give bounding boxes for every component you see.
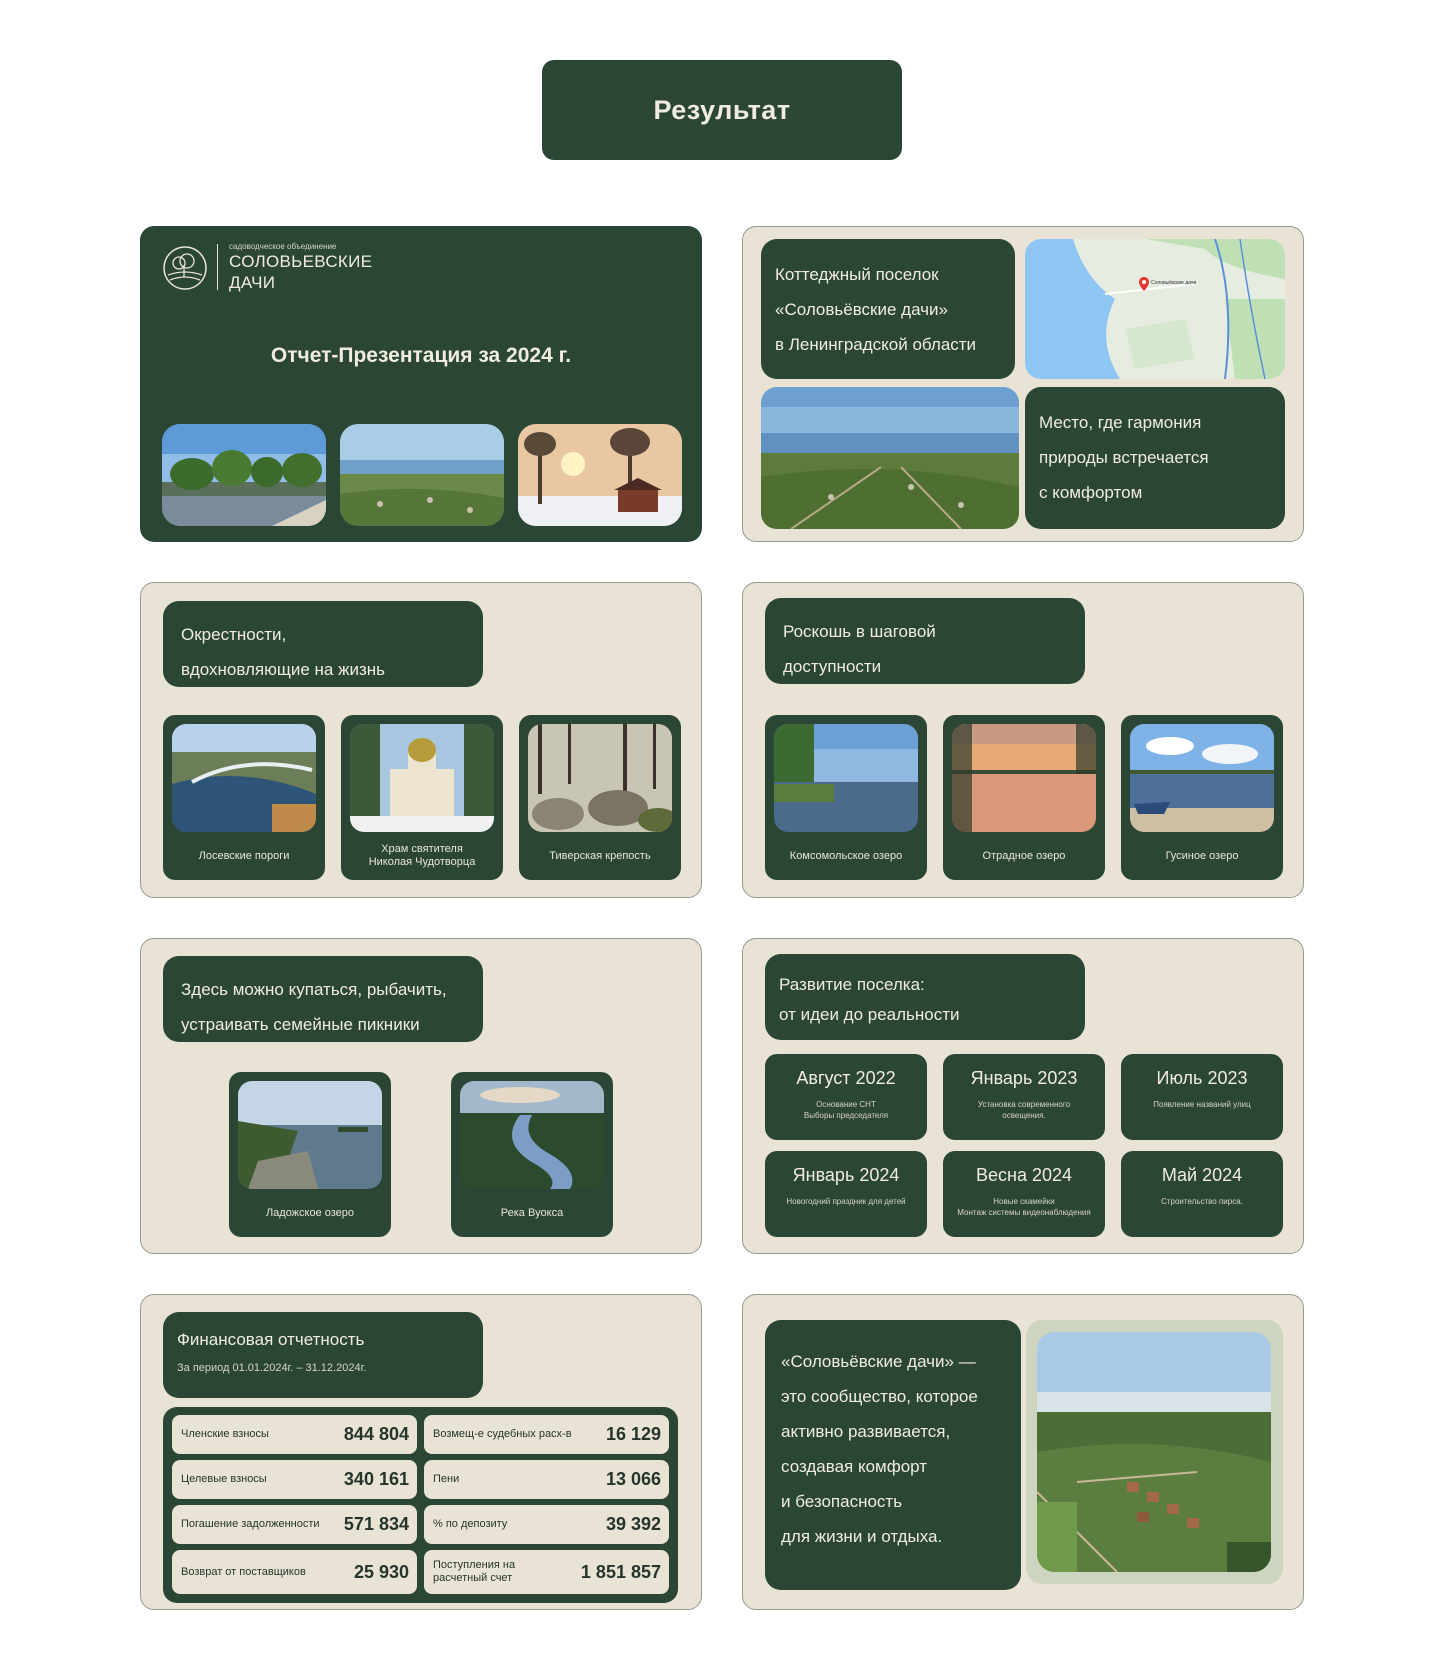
timeline-date: Январь 2024 bbox=[792, 1165, 900, 1185]
financial-row bbox=[172, 1550, 417, 1594]
financial-value: 844 804 bbox=[343, 1424, 409, 1444]
photo-aerial-lake bbox=[340, 424, 504, 526]
location-map[interactable] bbox=[1025, 239, 1285, 379]
surroundings-heading-line2: вдохновляющие на жизнь bbox=[181, 660, 386, 679]
financial-value: 1 851 857 bbox=[580, 1561, 661, 1582]
community-line3: активно развивается, bbox=[781, 1422, 951, 1441]
activities-heading-line2: устраивать семейные пикники bbox=[181, 1015, 420, 1034]
photo-aerial-village bbox=[761, 387, 1019, 529]
timeline-desc: Строительство пирса. bbox=[1161, 1197, 1243, 1206]
photo-gusinoe-lake bbox=[1130, 724, 1274, 832]
community-text-box bbox=[765, 1320, 1021, 1590]
community-line5: и безопасность bbox=[781, 1492, 903, 1511]
financial-label: Пени bbox=[433, 1473, 460, 1485]
slide-intro[interactable] bbox=[742, 226, 1304, 542]
activities-heading-line1: Здесь можно купаться, рыбачить, bbox=[181, 980, 447, 999]
financial-label: Поступления на расчетный счет bbox=[433, 1559, 516, 1584]
timeline-jan-2023[interactable] bbox=[943, 1054, 1105, 1140]
timeline-may-2024[interactable] bbox=[1121, 1151, 1283, 1237]
community-line6: для жизни и отдыха. bbox=[781, 1527, 943, 1546]
map-pin-icon bbox=[1139, 277, 1149, 291]
slide-development[interactable] bbox=[742, 938, 1304, 1254]
timeline-desc: Появление названий улиц bbox=[1153, 1100, 1251, 1109]
card-caption: Комсомольское озеро bbox=[789, 849, 903, 862]
intro-line2: «Соловьёвские дачи» bbox=[775, 300, 948, 319]
card-losevo-rapids[interactable] bbox=[163, 715, 325, 880]
photo-komsomolskoe-lake bbox=[774, 724, 918, 832]
financial-row bbox=[424, 1460, 669, 1499]
development-heading bbox=[765, 954, 1085, 1040]
motto-line1: Место, где гармония bbox=[1039, 413, 1202, 432]
lakes-heading-line1: Роскошь в шаговой bbox=[783, 622, 936, 641]
photo-winter-sunset bbox=[518, 424, 682, 526]
activities-heading bbox=[163, 956, 483, 1042]
slide-lakes[interactable] bbox=[742, 582, 1304, 898]
card-caption: Гусиное озеро bbox=[1165, 849, 1239, 862]
surroundings-heading-line1: Окрестности, bbox=[181, 625, 287, 644]
timeline-desc: Новогодний праздник для детей bbox=[786, 1197, 906, 1206]
slide-community[interactable] bbox=[742, 1294, 1304, 1610]
photo-church bbox=[350, 724, 494, 832]
timeline-jul-2023[interactable] bbox=[1121, 1054, 1283, 1140]
slide-financial-report[interactable] bbox=[140, 1294, 702, 1610]
photo-tiversk-fortress bbox=[528, 724, 672, 832]
financial-heading bbox=[163, 1312, 483, 1398]
community-line1: «Соловьёвские дачи» — bbox=[781, 1352, 976, 1371]
photo-ladoga-lake bbox=[238, 1081, 382, 1189]
financial-row bbox=[424, 1505, 669, 1544]
card-vuoksa-river[interactable] bbox=[451, 1072, 613, 1237]
card-caption: Отрадное озеро bbox=[982, 849, 1066, 862]
card-tiversk-fortress[interactable] bbox=[519, 715, 681, 880]
timeline-jan-2024[interactable] bbox=[765, 1151, 927, 1237]
financial-value: 340 161 bbox=[343, 1469, 409, 1489]
timeline-spring-2024[interactable] bbox=[943, 1151, 1105, 1237]
timeline-date: Январь 2023 bbox=[970, 1068, 1078, 1088]
presentation-title: Отчет-Презентация за 2024 г. bbox=[270, 344, 572, 367]
financial-label: Членские взносы bbox=[181, 1428, 269, 1440]
community-line4: создавая комфорт bbox=[781, 1457, 928, 1476]
financial-value: 16 129 bbox=[605, 1424, 661, 1444]
org-name-line2: ДАЧИ bbox=[229, 273, 276, 292]
card-caption: Река Вуокса bbox=[500, 1206, 564, 1219]
lakes-heading-line2: доступности bbox=[783, 657, 882, 676]
card-church[interactable] bbox=[341, 715, 503, 880]
financial-label: Целевые взносы bbox=[181, 1473, 267, 1485]
card-ladoga-lake[interactable] bbox=[229, 1072, 391, 1237]
slide-title[interactable] bbox=[140, 226, 702, 542]
map-place-label: Соловьёвские дачи bbox=[1151, 280, 1197, 286]
card-otradnoe-lake[interactable] bbox=[943, 715, 1105, 880]
photo-losevo-rapids bbox=[172, 724, 316, 832]
lakes-heading bbox=[765, 598, 1085, 684]
timeline-date: Июль 2023 bbox=[1156, 1068, 1248, 1088]
photo-vuoksa-river bbox=[460, 1081, 604, 1189]
slide-activities[interactable] bbox=[140, 938, 702, 1254]
financial-value: 39 392 bbox=[605, 1514, 661, 1534]
financial-row bbox=[172, 1460, 417, 1499]
financial-label: Возмещ-е судебных расх-в bbox=[433, 1428, 572, 1440]
logo-divider bbox=[217, 244, 218, 290]
financial-row bbox=[424, 1415, 669, 1454]
financial-value: 571 834 bbox=[343, 1514, 409, 1534]
financial-heading-title: Финансовая отчетность bbox=[177, 1330, 365, 1349]
org-name-line1: СОЛОВЬЕВСКИЕ bbox=[229, 252, 373, 271]
photo-otradnoe-lake bbox=[952, 724, 1096, 832]
timeline-desc: Установка современного освещения. bbox=[977, 1100, 1071, 1120]
community-line2: это сообщество, которое bbox=[781, 1387, 978, 1406]
motto-line2: природы встречается bbox=[1039, 448, 1209, 467]
financial-table bbox=[163, 1407, 678, 1603]
intro-line3: в Ленинградской области bbox=[775, 335, 977, 354]
intro-box bbox=[761, 239, 1015, 379]
financial-value: 13 066 bbox=[605, 1469, 661, 1489]
result-button[interactable]: Результат bbox=[542, 60, 902, 160]
surroundings-heading bbox=[163, 601, 483, 687]
financial-row bbox=[172, 1505, 417, 1544]
motto-line3: с комфортом bbox=[1039, 483, 1143, 502]
financial-period: За период 01.01.2024г. – 31.12.2024г. bbox=[177, 1362, 367, 1374]
card-caption: Храм святителя Николая Чудотворца bbox=[368, 843, 476, 868]
timeline-date: Август 2022 bbox=[796, 1068, 896, 1088]
development-heading-line1: Развитие поселка: bbox=[779, 975, 925, 994]
financial-row bbox=[172, 1415, 417, 1454]
financial-value: 25 930 bbox=[353, 1561, 409, 1582]
timeline-aug-2022[interactable] bbox=[765, 1054, 927, 1140]
timeline-desc: Основание СНТ Выборы председателя bbox=[803, 1100, 889, 1120]
photo-lake-trees bbox=[162, 424, 326, 526]
development-heading-line2: от идеи до реальности bbox=[779, 1005, 960, 1024]
photo-aerial-settlement bbox=[1037, 1332, 1271, 1572]
financial-row bbox=[424, 1550, 669, 1594]
card-komsomolskoe-lake[interactable] bbox=[765, 715, 927, 880]
financial-label: % по депозиту bbox=[433, 1518, 508, 1530]
slide-surroundings[interactable] bbox=[140, 582, 702, 898]
motto-box bbox=[1025, 387, 1285, 529]
org-type-label: садоводческое объединение bbox=[229, 242, 337, 251]
intro-line1: Коттеджный поселок bbox=[775, 265, 939, 284]
timeline-date: Весна 2024 bbox=[975, 1165, 1072, 1185]
financial-label: Возврат от поставщиков bbox=[181, 1565, 306, 1578]
card-caption: Лосевские пороги bbox=[198, 849, 290, 862]
card-gusinoe-lake[interactable] bbox=[1121, 715, 1283, 880]
timeline-date: Май 2024 bbox=[1161, 1165, 1243, 1185]
card-caption: Ладожское озеро bbox=[265, 1206, 355, 1219]
timeline-desc: Новые скамейки Монтаж системы видеонаблюдения bbox=[957, 1197, 1091, 1217]
tree-logo-icon bbox=[162, 245, 208, 291]
financial-label: Погашение задолженности bbox=[181, 1518, 320, 1530]
card-caption: Тиверская крепость bbox=[549, 849, 651, 862]
